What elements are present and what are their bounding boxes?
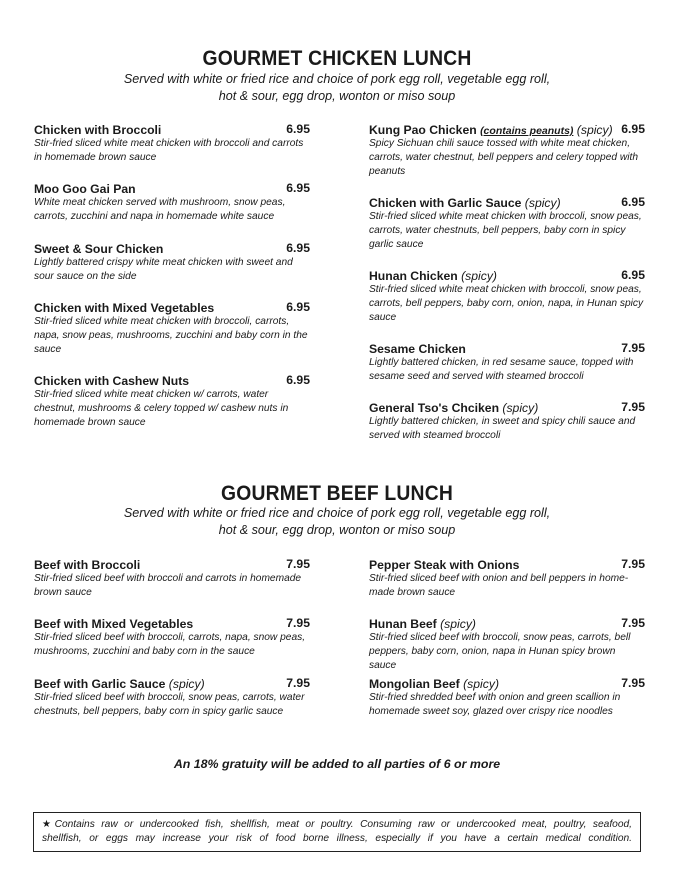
item-name: [369, 677, 499, 691]
beef-section-subtitle: [0, 505, 674, 539]
menu-item-pepper-steak-onions: [369, 556, 645, 600]
item-price: 6.95: [621, 268, 645, 282]
item-name: Chicken with Broccoli: [34, 123, 162, 137]
item-description: Stir-fried sliced beef with broccoli and carrots in homemade brown sauce: [34, 573, 302, 598]
item-price: 6.95: [621, 122, 645, 136]
spicy-note: (spicy): [463, 677, 500, 691]
item-name: [369, 401, 538, 415]
item-price: 7.95: [621, 400, 645, 414]
item-name: Pepper Steak with Onions: [369, 558, 520, 572]
disclaimer-line-1: [42, 818, 632, 832]
food-safety-disclaimer-box: [33, 812, 641, 852]
beef-subtitle-line-1: Served with white or fried rice and choice of pork egg roll, vegetable egg roll,: [123, 506, 551, 520]
item-name-text: Chicken with Garlic Sauce: [369, 196, 522, 210]
item-description: Stir-fried sliced beef with broccoli, snow peas, carrots, water chestnuts, bell peppers, baby corn in spicy garlic sauce: [34, 692, 305, 717]
item-name: Chicken with Cashew Nuts: [34, 374, 190, 388]
item-price: 7.95: [621, 676, 645, 690]
item-description: Stir-fried sliced white meat chicken with broccoli and carrots in homemade brown sauce: [34, 138, 304, 163]
gratuity-notice: An 18% gratuity will be added to all parties of 6 or more: [173, 757, 501, 771]
item-price: 7.95: [621, 557, 645, 571]
menu-item-chicken-garlic-sauce: [369, 194, 645, 252]
item-name-text: Kung Pao Chicken: [369, 123, 477, 137]
item-price: 6.95: [621, 195, 645, 209]
item-price: 6.95: [286, 300, 310, 314]
item-price: 6.95: [286, 241, 310, 255]
item-name: [34, 677, 205, 691]
menu-item-chicken-mixed-vegetables: [34, 299, 310, 357]
item-name-text: Hunan Beef: [369, 617, 437, 631]
item-description: Stir-fried sliced beef with onion and bell peppers in home-made brown sauce: [369, 573, 629, 598]
item-name: [369, 123, 613, 137]
item-price: 7.95: [621, 341, 645, 355]
item-name: Moo Goo Gai Pan: [34, 182, 136, 196]
star-icon: ★: [42, 819, 55, 830]
item-name-text: Hunan Chicken: [369, 269, 458, 283]
item-name: Sweet & Sour Chicken: [34, 242, 164, 256]
menu-item-beef-mixed-vegetables: [34, 615, 310, 659]
item-description: Stir-fried shredded beef with onion and green scallion in homemade sweet soy, glazed over crispy rice noodles: [369, 692, 621, 717]
item-description: Stir-fried sliced white meat chicken with broccoli, carrots, napa, snow peas, mushrooms, zucchini and baby corn in the sauce: [34, 316, 308, 355]
item-price: 7.95: [286, 557, 310, 571]
disclaimer-line-1-text: Contains raw or undercooked fish, shellfish, meat or poultry. Consuming raw or undercooked meat, poultry, seafood,: [54, 819, 633, 830]
item-description: Stir-fried sliced white meat chicken w/ carrots, water chestnut, mushrooms & celery topped w/ cashew nuts in homemade brown sauce: [34, 389, 289, 428]
item-price: 7.95: [286, 616, 310, 630]
chicken-subtitle-line-1: Served with white or fried rice and choice of pork egg roll, vegetable egg roll,: [123, 72, 551, 86]
item-description: Stir-fried sliced beef with broccoli, carrots, napa, snow peas, mushrooms, zucchini and baby corn in the sauce: [34, 632, 306, 657]
menu-item-mongolian-beef: [369, 675, 645, 719]
item-name: Chicken with Mixed Vegetables: [34, 301, 215, 315]
item-description: Spicy Sichuan chili sauce tossed with white meat chicken, carrots, water chestnut, bell peppers and celery topped with peanuts: [369, 138, 638, 177]
menu-item-general-tsos-chicken: [369, 399, 645, 443]
item-description: Stir-fried sliced beef with broccoli, snow peas, carrots, bell peppers, baby corn, onion, napa in Hunan spicy brown sauce: [369, 632, 631, 671]
item-name-text: Mongolian Beef: [369, 677, 460, 691]
menu-item-hunan-beef: [369, 615, 645, 673]
item-description: Stir-fried sliced white meat chicken with broccoli, snow peas, carrots, bell peppers, baby corn, onion, napa, in Hunan spicy sauce: [369, 284, 644, 323]
item-name: [369, 269, 497, 283]
item-name: [369, 617, 476, 631]
beef-subtitle-line-2: hot & sour, egg drop, wonton or miso soup: [218, 523, 456, 537]
menu-item-beef-garlic-sauce: [34, 675, 310, 719]
spicy-note: (spicy): [576, 123, 613, 137]
menu-item-hunan-chicken: [369, 267, 645, 325]
item-price: 6.95: [286, 122, 310, 136]
menu-item-chicken-with-broccoli: [34, 121, 310, 165]
item-description: Lightly battered crispy white meat chicken with sweet and sour sauce on the side: [34, 257, 293, 282]
item-name: Sesame Chicken: [369, 342, 466, 356]
spicy-note: (spicy): [440, 617, 476, 631]
item-name-text: General Tso's Chciken: [369, 401, 500, 415]
item-name-text: Beef with Garlic Sauce: [34, 677, 166, 691]
spicy-note: (spicy): [461, 269, 497, 283]
item-price: 7.95: [621, 616, 645, 630]
menu-item-kung-pao-chicken: [369, 121, 645, 179]
spicy-note: (spicy): [524, 196, 561, 210]
beef-section-title: GOURMET BEEF LUNCH: [221, 482, 453, 505]
item-price: 6.95: [286, 181, 310, 195]
chicken-subtitle-line-2: hot & sour, egg drop, wonton or miso soup: [218, 89, 456, 103]
item-description: Lightly battered chicken, in sweet and spicy chili sauce and served with steamed broccoli: [369, 416, 636, 441]
item-price: 7.95: [286, 676, 310, 690]
menu-item-sweet-sour-chicken: [34, 240, 310, 284]
item-description: White meat chicken served with mushroom, snow peas, carrots, zucchini and napa in homemade white sauce: [34, 197, 286, 222]
contains-peanuts-note: (contains peanuts): [480, 125, 574, 137]
item-description: Lightly battered chicken, in red sesame sauce, topped with sesame seed and served with steamed broccoli: [369, 357, 634, 382]
spicy-note: (spicy): [168, 677, 205, 691]
menu-item-sesame-chicken: [369, 340, 645, 384]
menu-item-chicken-cashew-nuts: [34, 372, 310, 430]
disclaimer-line-2: shellfish, or eggs may increase your risk of food borne illness, especially if you have a certain medical condition.: [42, 833, 632, 844]
item-price: 6.95: [286, 373, 310, 387]
item-name: Beef with Mixed Vegetables: [34, 617, 194, 631]
menu-item-moo-goo-gai-pan: [34, 180, 310, 224]
menu-item-beef-with-broccoli: [34, 556, 310, 600]
item-name: [369, 196, 561, 210]
item-description: Stir-fried sliced white meat chicken with broccoli, snow peas, carrots, water chestnuts, bell peppers, baby corn in spicy garlic sauce: [369, 211, 642, 250]
item-name: Beef with Broccoli: [34, 558, 141, 572]
chicken-section-subtitle: [0, 71, 674, 105]
chicken-section-title: GOURMET CHICKEN LUNCH: [202, 47, 472, 70]
spicy-note: (spicy): [502, 401, 539, 415]
